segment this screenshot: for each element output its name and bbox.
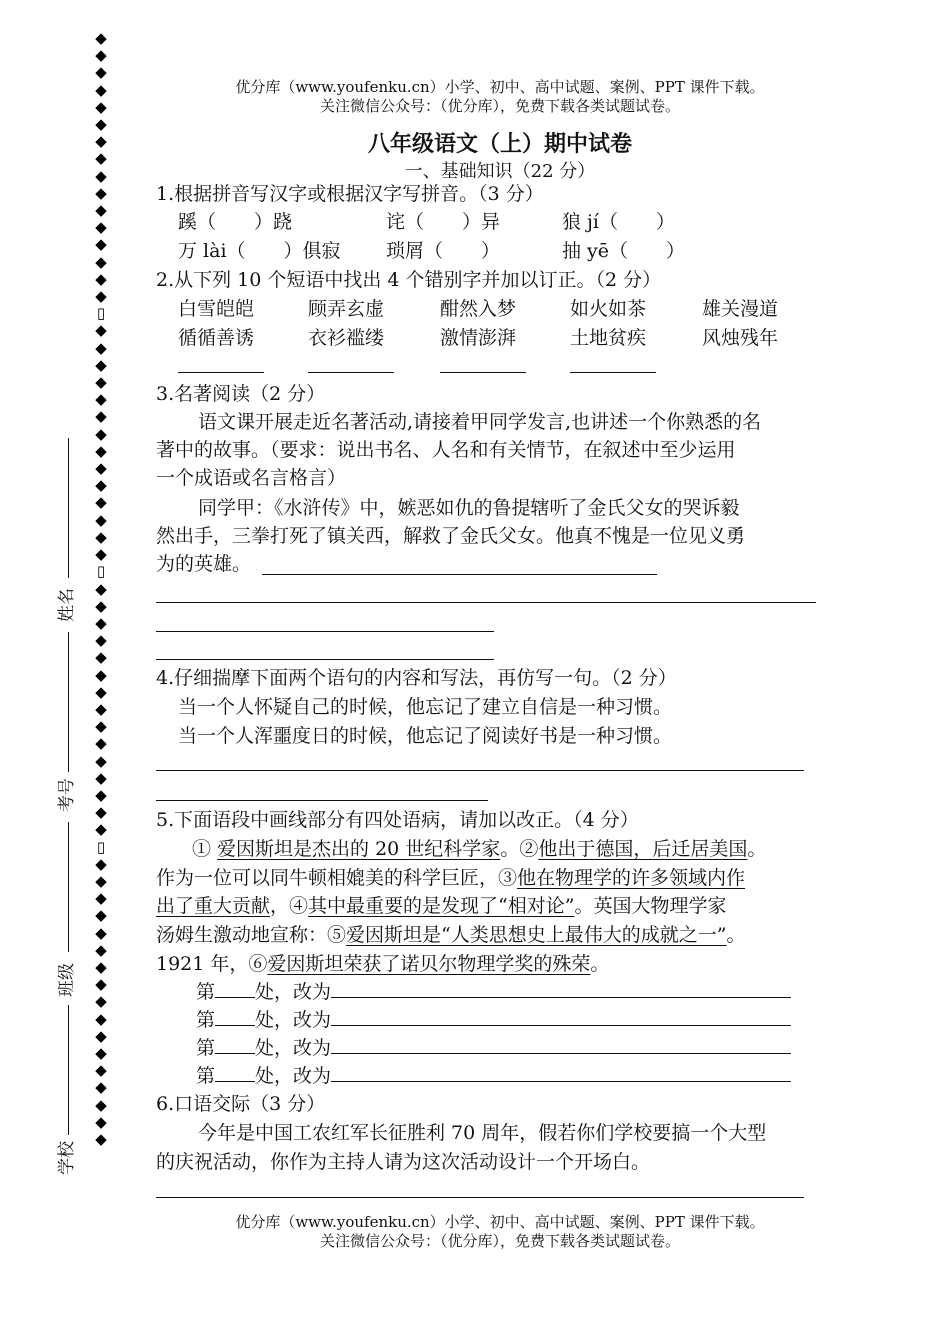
q5-line-5: 1921 年，⑥爱因斯坦荣获了诺贝尔物理学奖的殊荣。 (156, 953, 610, 975)
underlined-error-1: 爱因斯坦是杰出的 20 世纪科学家 (217, 838, 501, 860)
q2-answer-blank[interactable] (570, 372, 656, 373)
diamond-icon: ◆ (95, 992, 107, 1011)
q2-stem: 2.从下列 10 个短语中找出 4 个错别字并加以订正。（2 分） (156, 269, 662, 291)
diamond-icon: ◆ (95, 390, 107, 409)
fix-position-blank[interactable] (215, 1063, 255, 1082)
class-fill-line (68, 822, 69, 952)
fix-answer-blank[interactable] (331, 1063, 791, 1082)
q3-paragraph: 然出手，三拳打死了镇关西，解救了金氏父女。他真不愧是一位见义勇 (156, 525, 746, 547)
diamond-icon: ◆ (95, 149, 107, 168)
q4-stem: 4.仔细揣摩下面两个语句的内容和写法，再仿写一句。（2 分） (156, 667, 677, 689)
name-fill-line (68, 438, 69, 578)
diamond-icon: ◆ (95, 459, 107, 478)
footer-line-1: 优分库（www.youfenku.cn）小学、初中、高中试题、案例、PPT 课件下载。 (235, 1213, 765, 1231)
q2-phrase: 循循善诱 (178, 327, 255, 349)
diamond-icon: ◆ (95, 166, 107, 185)
diamond-icon: ◆ (95, 441, 107, 460)
diamond-icon: ◆ (95, 975, 107, 994)
header-line-2: 关注微信公众号：（优分库），免费下载各类试题试卷。 (319, 97, 680, 115)
q3-paragraph: 为的英雄。 (156, 553, 252, 575)
q2-answer-blank[interactable] (308, 372, 394, 373)
diamond-icon: ◆ (95, 803, 107, 822)
q4-sentence: 当一个人怀疑自己的时候，他忘记了建立自信是一种习惯。 (178, 696, 673, 718)
fix-answer-blank[interactable] (331, 979, 791, 998)
diamond-icon: ◆ (95, 820, 107, 839)
diamond-icon: ◆ (95, 648, 107, 667)
diamond-icon: ◆ (95, 493, 107, 512)
q3-answer-line[interactable] (262, 574, 657, 575)
diamond-icon: ◆ (95, 373, 107, 392)
fix-answer-blank[interactable] (331, 1035, 791, 1054)
diamond-icon: ◆ (95, 596, 107, 615)
diamond-icon: ◆ (95, 321, 107, 340)
underlined-error-5: 爱因斯坦是“人类思想史上最伟大的成就之一” (346, 924, 727, 946)
q5-line-2: 作为一位可以同牛顿相媲美的科学巨匠，③他在物理学的许多领域内作 (156, 867, 746, 889)
diamond-icon: ◆ (95, 46, 107, 65)
q3-paragraph: 语文课开展走近名著活动,请接着甲同学发言,也讲述一个你熟悉的名 (198, 411, 762, 433)
diamond-icon: ◆ (95, 768, 107, 787)
q2-phrase: 白雪皑皑 (178, 298, 255, 320)
diamond-icon: ◆ (95, 1009, 107, 1028)
diamond-icon: ◆ (95, 1061, 107, 1080)
q5-line-1: ① 爱因斯坦是杰出的 20 世纪科学家。②他出于德国，后迁居美国。 (192, 838, 767, 860)
q1-stem: 1.根据拼音写汉字或根据汉字写拼音。（3 分） (156, 183, 544, 205)
q1-item: 诧（ ）异 (386, 211, 501, 233)
diamond-icon: ◆ (95, 889, 107, 908)
page-title: 八年级语文（上）期中试卷 (367, 131, 632, 157)
q1-item: 狼 jí（ ） (562, 211, 676, 233)
q2-phrase: 土地贫疾 (570, 327, 647, 349)
q1-item: 抽 yē（ ） (562, 240, 686, 262)
q3-paragraph: 一个成语或名言格言） (156, 467, 347, 489)
diamond-icon: ◆ (95, 957, 107, 976)
q3-answer-line[interactable] (156, 602, 816, 603)
underlined-error-3-cont: 出了重大贡献 (156, 895, 271, 917)
diamond-icon: ◆ (95, 407, 107, 426)
diamond-icon: ◆ (95, 510, 107, 529)
diamond-icon: ◆ (95, 132, 107, 151)
diamond-icon: ▯ (96, 304, 106, 323)
school-label: 学校 (57, 1141, 77, 1175)
diamond-icon: ◆ (95, 699, 107, 718)
diamond-icon: ◆ (95, 871, 107, 890)
diamond-icon: ◆ (95, 80, 107, 99)
q5-fix-row: 第 处，改为 (196, 979, 791, 1005)
fix-answer-blank[interactable] (331, 1007, 791, 1026)
diamond-icon: ◆ (95, 235, 107, 254)
q2-phrase: 雄关漫道 (702, 298, 779, 320)
q5-stem: 5.下面语段中画线部分有四处语病，请加以改正。（4 分） (156, 809, 639, 831)
diamond-icon: ▯ (96, 837, 106, 856)
diamond-icon: ◆ (95, 201, 107, 220)
q5-fix-row: 第 处，改为 (196, 1063, 791, 1089)
q6-answer-line[interactable] (156, 1197, 804, 1198)
diamond-icon: ◆ (95, 717, 107, 736)
diamond-icon: ◆ (95, 115, 107, 134)
diamond-icon: ◆ (95, 63, 107, 82)
diamond-icon: ◆ (95, 665, 107, 684)
q5-line-3: 出了重大贡献，④其中最重要的是发现了“相对论”。英国大物理学家 (156, 895, 727, 917)
q2-phrase: 风烛残年 (702, 327, 779, 349)
diamond-icon: ◆ (95, 424, 107, 443)
diamond-icon: ◆ (95, 97, 107, 116)
school-fill-line (68, 1005, 69, 1135)
diamond-icon: ◆ (95, 682, 107, 701)
diamond-icon: ◆ (95, 923, 107, 942)
diamond-icon: ◆ (95, 1043, 107, 1062)
diamond-icon: ◆ (95, 940, 107, 959)
diamond-icon: ◆ (95, 1078, 107, 1097)
diamond-icon: ◆ (95, 751, 107, 770)
class-label: 班级 (57, 963, 77, 997)
diamond-icon: ◆ (95, 785, 107, 804)
binding-diamond-border (92, 30, 110, 1148)
diamond-icon: ◆ (95, 183, 107, 202)
q2-answer-blank[interactable] (440, 372, 526, 373)
name-label: 姓名 (57, 588, 77, 622)
diamond-icon: ◆ (95, 287, 107, 306)
q1-item: 琐屑（ ） (386, 240, 501, 262)
diamond-icon: ▯ (96, 562, 106, 581)
diamond-icon: ◆ (95, 906, 107, 925)
q2-phrase: 如火如茶 (570, 298, 647, 320)
underlined-error-3: 他在物理学的许多领域内作 (517, 867, 746, 889)
diamond-icon: ◆ (95, 631, 107, 650)
diamond-icon: ◆ (95, 545, 107, 564)
q6-stem: 6.口语交际（3 分） (156, 1093, 326, 1115)
q6-paragraph: 今年是中国工农红军长征胜利 70 周年，假若你们学校要搞一个大型 (198, 1122, 767, 1144)
diamond-icon: ◆ (95, 1026, 107, 1045)
q6-paragraph: 的庆祝活动，你作为主持人请为这次活动设计一个开场白。 (156, 1151, 651, 1173)
q2-phrase: 激情澎湃 (440, 327, 517, 349)
diamond-icon: ◆ (95, 252, 107, 271)
diamond-icon: ◆ (95, 527, 107, 546)
footer-line-2: 关注微信公众号：（优分库），免费下载各类试题试卷。 (319, 1232, 680, 1250)
underlined-error-6: 爱因斯坦荣获了诺贝尔物理学奖的殊荣 (267, 953, 591, 975)
q3-stem: 3.名著阅读（2 分） (156, 383, 326, 405)
q2-answer-blank[interactable] (178, 372, 264, 373)
underlined-error-4: 其中最重要的是发现了“相对论” (308, 895, 575, 917)
q5-fix-row: 第 处，改为 (196, 1035, 791, 1061)
exam-no-fill-line (68, 632, 69, 772)
q1-item: 蹊（ ）跷 (178, 211, 293, 233)
diamond-icon: ◆ (95, 338, 107, 357)
q2-phrase: 顾弄玄虚 (308, 298, 385, 320)
diamond-icon: ◆ (95, 355, 107, 374)
diamond-icon: ◆ (95, 734, 107, 753)
header-line-1: 优分库（www.youfenku.cn）小学、初中、高中试题、案例、PPT 课件下载。 (235, 78, 765, 96)
fix-position-blank[interactable] (215, 1007, 255, 1026)
diamond-icon: ◆ (95, 854, 107, 873)
q4-answer-line[interactable] (156, 800, 488, 801)
exam-no-label: 考号 (57, 778, 77, 812)
diamond-icon: ◆ (95, 579, 107, 598)
diamond-icon: ◆ (95, 476, 107, 495)
fix-position-blank[interactable] (215, 1035, 255, 1054)
section-heading: 一、基础知识（22 分） (404, 161, 596, 182)
diamond-icon: ◆ (95, 29, 107, 47)
underlined-error-2: 他出于德国，后迁居美国 (538, 838, 748, 860)
q4-sentence: 当一个人浑噩度日的时候，他忘记了阅读好书是一种习惯。 (178, 725, 673, 747)
diamond-icon: ◆ (95, 1112, 107, 1131)
diamond-icon: ◆ (95, 218, 107, 237)
q2-phrase: 酣然入梦 (440, 298, 517, 320)
q5-line-4: 汤姆生激动地宣称：⑤爱因斯坦是“人类思想史上最伟大的成就之一”。 (156, 924, 746, 946)
diamond-icon: ◆ (95, 1095, 107, 1114)
diamond-icon: ◆ (95, 1130, 107, 1148)
diamond-icon: ◆ (95, 269, 107, 288)
fix-position-blank[interactable] (215, 979, 255, 998)
q3-paragraph: 著中的故事。（要求：说出书名、人名和有关情节，在叙述中至少运用 (156, 439, 736, 461)
q2-phrase: 衣衫褴缕 (308, 327, 385, 349)
diamond-icon: ◆ (95, 613, 107, 632)
q5-fix-row: 第 处，改为 (196, 1007, 791, 1033)
q3-answer-line[interactable] (156, 659, 494, 660)
q4-answer-line[interactable] (156, 770, 804, 771)
q3-answer-line[interactable] (156, 631, 494, 632)
q1-item: 万 lài（ ）俱寂 (178, 240, 341, 262)
q3-paragraph: 同学甲：《水浒传》中，嫉恶如仇的鲁提辖听了金氏父女的哭诉毅 (198, 497, 740, 519)
